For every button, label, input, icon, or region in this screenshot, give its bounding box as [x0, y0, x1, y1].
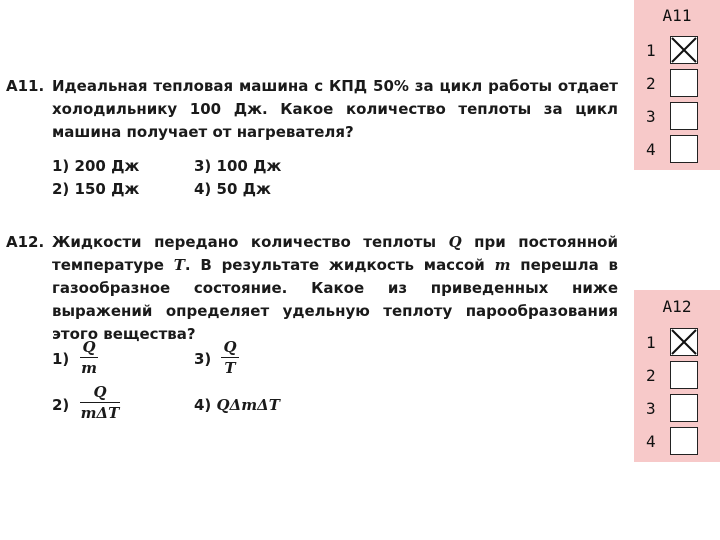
a12-answer-label-1: 1: [646, 333, 656, 352]
question-a11-number: A11.: [6, 77, 45, 95]
a12-option-1-numerator: Q: [82, 338, 96, 356]
a11-answer-label-1: 1: [646, 41, 656, 60]
question-a11-text: Идеальная тепловая машина с КПД 50% за цикл работы отдает холодильнику 100 Дж. Какое количество теплоты за цикл машина получает от нагревателя?: [52, 77, 618, 141]
a12-option-4-num: 4): [194, 396, 212, 414]
a12-option-3-fraction-bar: [221, 357, 239, 358]
a11-option-4-num: 4): [194, 180, 212, 198]
a12-option-3-fraction: [221, 338, 239, 377]
a12-option-3-numerator: Q: [223, 338, 237, 356]
a12-option-4: [194, 396, 280, 414]
a11-option-2-text: 150 Дж: [74, 180, 140, 198]
a12-text-part-4: перешла в газообразное состояние. Какое из приведенных ниже выражений определяет удельную теплоту парообразования этого вещества?: [52, 256, 618, 343]
question-a12-number: A12.: [6, 233, 45, 251]
a11-answer-row-2[interactable]: [634, 69, 720, 99]
answer-panel-a12: [634, 290, 720, 462]
answer-panel-a11: [634, 0, 720, 170]
a11-answer-checkbox-4[interactable]: [670, 135, 698, 163]
a11-option-3-num: 3): [194, 157, 212, 175]
a12-text-var-q: Q: [448, 233, 462, 251]
a12-option-1-denominator: m: [81, 359, 97, 377]
a12-option-1-num: 1): [52, 350, 70, 368]
a11-option-2-num: 2): [52, 180, 70, 198]
a12-option-3-num: 3): [194, 350, 212, 368]
a11-answer-row-3[interactable]: [634, 102, 720, 132]
a12-text-part-1: Жидкости передано количество теплоты: [52, 233, 449, 251]
a11-option-1-text: 200 Дж: [74, 157, 140, 175]
a12-text-var-t: T: [173, 256, 185, 274]
a12-answer-checkbox-3[interactable]: [670, 394, 698, 422]
a12-option-2-fraction: [80, 383, 120, 422]
a11-option-1-num: 1): [52, 157, 70, 175]
a11-answer-checkbox-1[interactable]: [670, 36, 698, 64]
a12-answer-row-4[interactable]: [634, 427, 720, 457]
a12-text-part-2: при постоянной температуре: [52, 233, 618, 274]
a11-option-3: [194, 157, 281, 175]
a12-option-2-num: 2): [52, 396, 70, 414]
a12-option-2-numerator: Q: [93, 383, 107, 401]
a11-answer-label-4: 4: [646, 140, 656, 159]
a12-answer-label-2: 2: [646, 366, 656, 385]
a12-option-1-fraction-bar: [80, 357, 98, 358]
a11-option-4: [194, 180, 271, 198]
cross-mark-icon: [670, 36, 698, 64]
a12-text-part-3: . В результате жидкость массой: [184, 256, 495, 274]
a11-option-4-text: 50 Дж: [216, 180, 271, 198]
cross-mark-icon: [670, 328, 698, 356]
a12-option-3-denominator: T: [224, 359, 236, 377]
a11-answer-checkbox-2[interactable]: [670, 69, 698, 97]
a11-answer-row-4[interactable]: [634, 135, 720, 165]
a11-option-3-text: 100 Дж: [216, 157, 282, 175]
a12-answer-checkbox-1[interactable]: [670, 328, 698, 356]
a11-answer-label-2: 2: [646, 74, 656, 93]
a11-answer-label-3: 3: [646, 107, 656, 126]
a11-option-1: [52, 157, 139, 175]
a12-answer-label-3: 3: [646, 399, 656, 418]
answer-panel-a12-title: A12: [662, 297, 692, 316]
a12-answer-row-1[interactable]: [634, 328, 720, 358]
a12-option-1-fraction: [80, 338, 98, 377]
a12-answer-row-3[interactable]: [634, 394, 720, 424]
question-a12-text: [52, 231, 618, 346]
a12-text-var-m: m: [494, 256, 511, 274]
a11-answer-checkbox-3[interactable]: [670, 102, 698, 130]
a11-answer-row-1[interactable]: [634, 36, 720, 66]
a12-option-4-text: QΔmΔT: [216, 396, 280, 414]
a12-answer-row-2[interactable]: [634, 361, 720, 391]
a12-answer-label-4: 4: [646, 432, 656, 451]
a12-answer-checkbox-4[interactable]: [670, 427, 698, 455]
a12-option-2-denominator: mΔT: [80, 404, 120, 422]
a12-answer-checkbox-2[interactable]: [670, 361, 698, 389]
a11-option-2: [52, 180, 139, 198]
answer-panel-a11-title: A11: [662, 6, 692, 25]
a12-option-2-fraction-bar: [80, 402, 120, 403]
